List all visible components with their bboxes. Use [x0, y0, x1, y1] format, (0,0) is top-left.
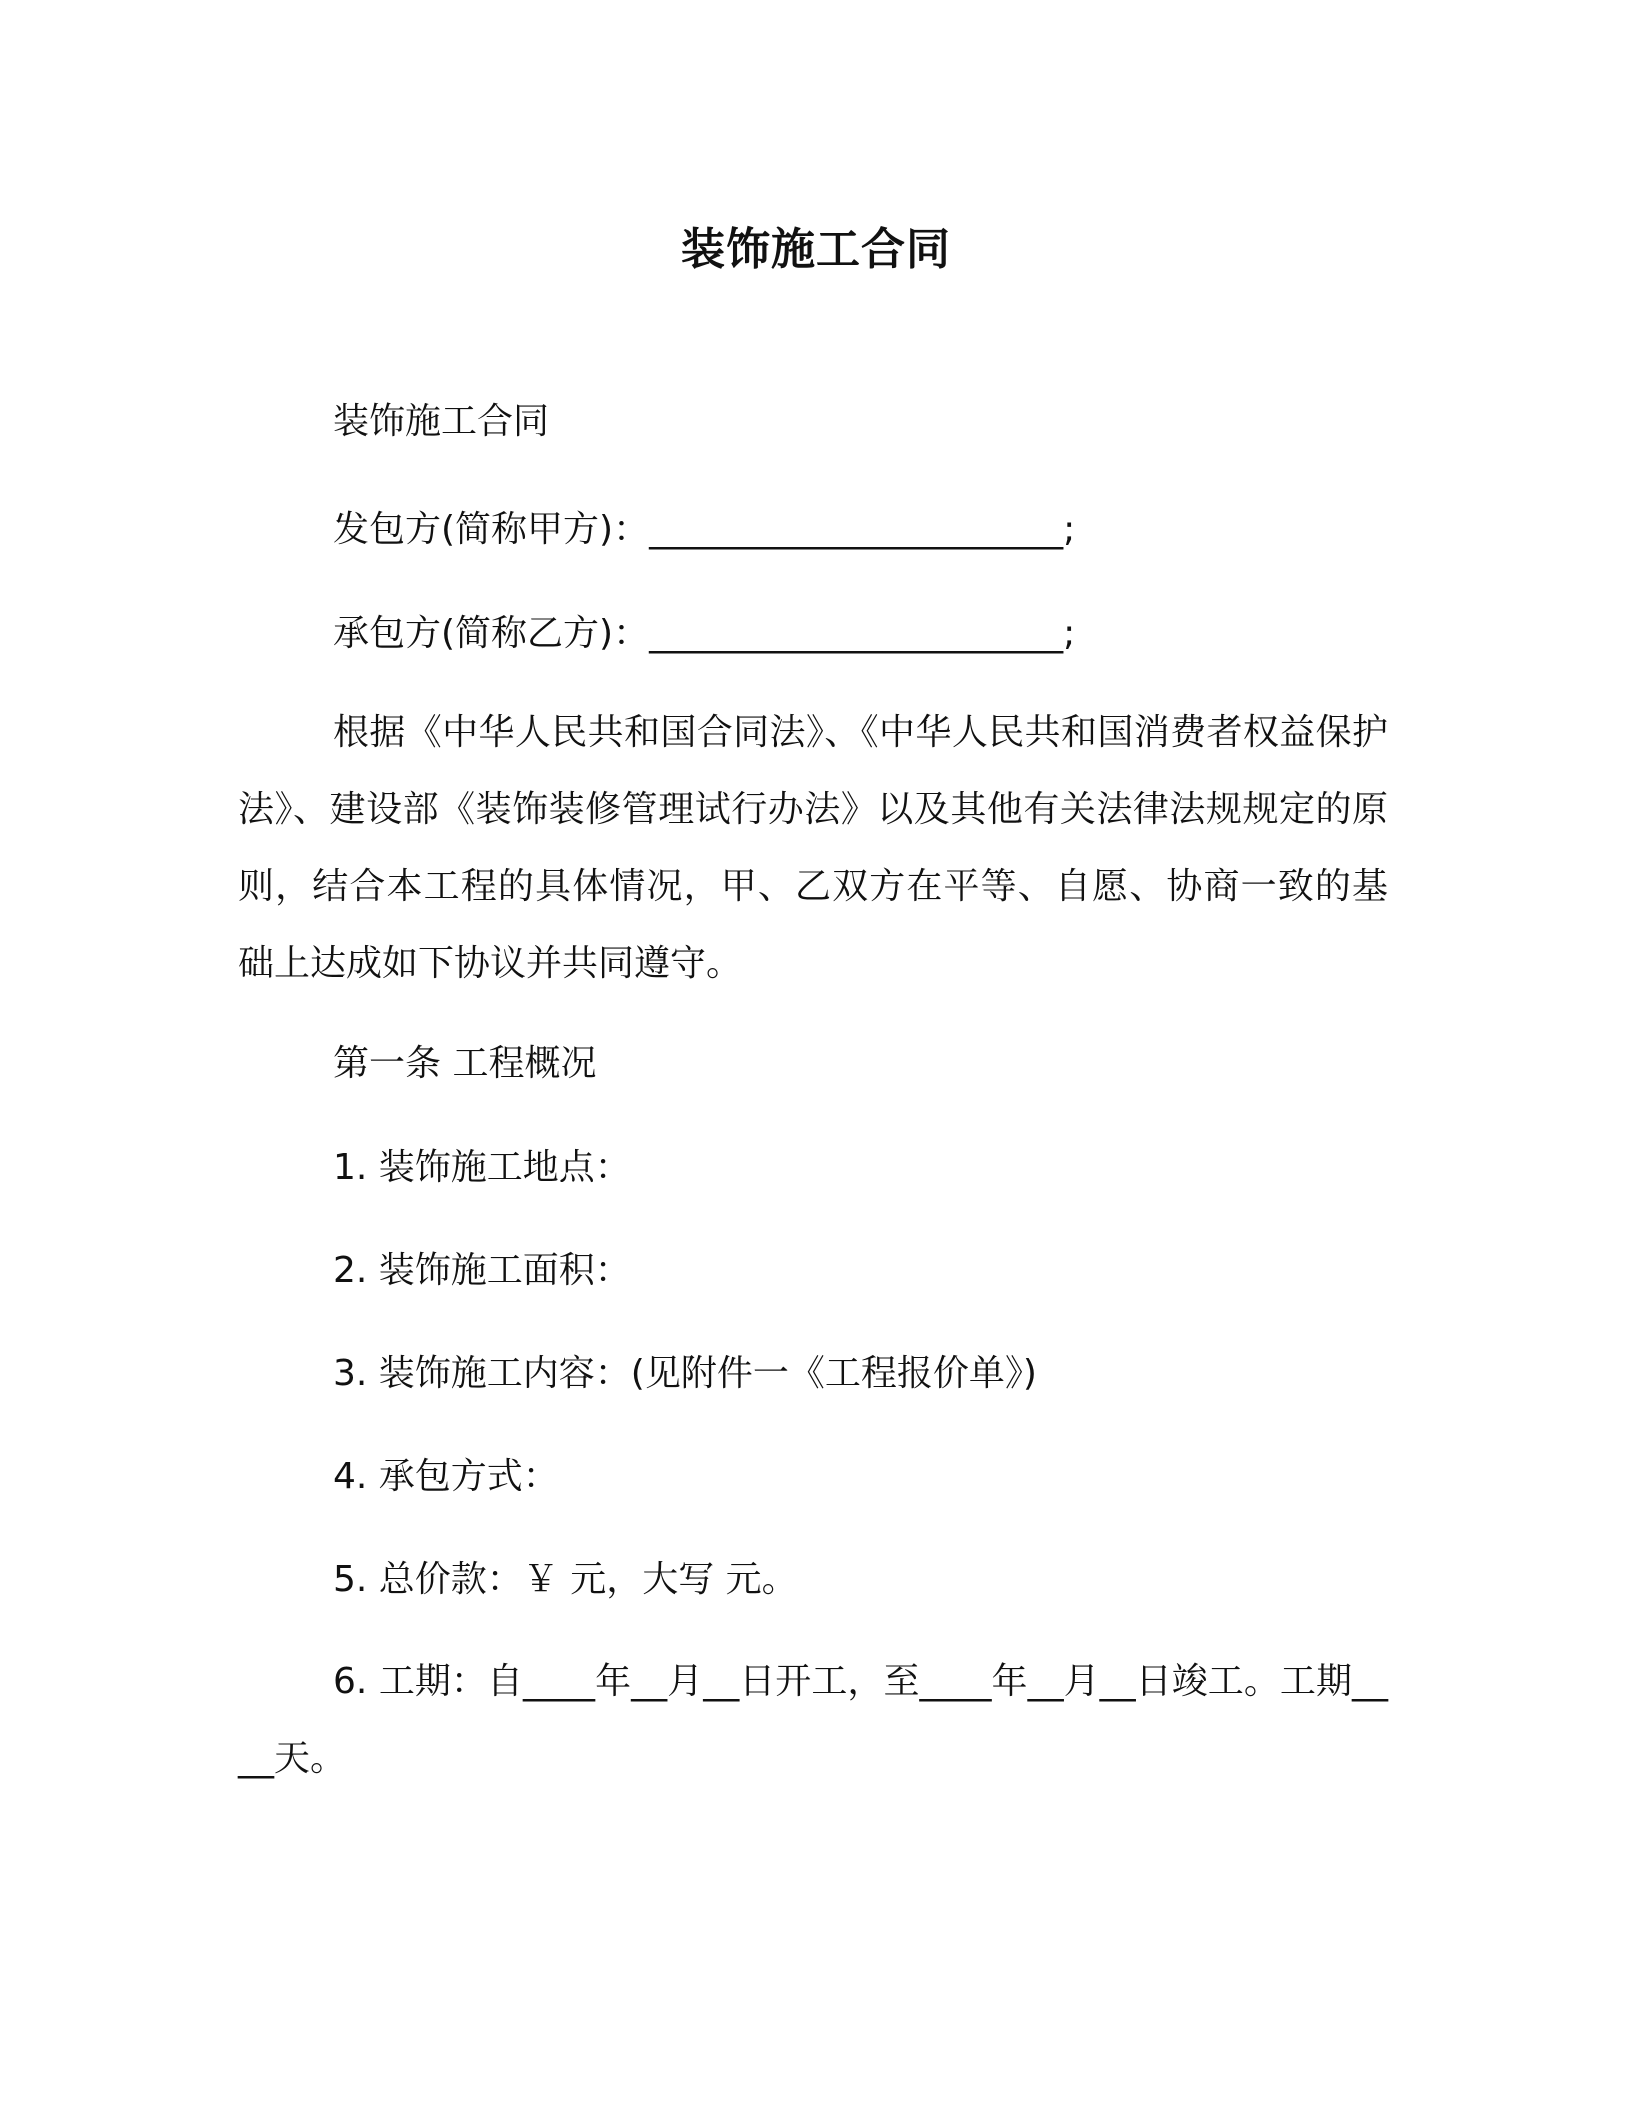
preamble-paragraph: 根据《中华人民共和国合同法》、《中华人民共和国消费者权益保护法》、建设部《装饰装修管理试行办法》以及其他有关法律法规规定的原则，结合本工程的具体情况，甲、乙双方在平等、自愿、协商一致的基础上达成如下协议并共同遵守。: [238, 712, 1388, 984]
article-1-heading: 第一条 工程概况: [333, 1043, 597, 1084]
item-area: 2. 装饰施工面积：: [333, 1250, 631, 1291]
party-a-line: 发包方(简称甲方)：_______________________;: [333, 509, 1076, 550]
document-subtitle: 装饰施工合同: [333, 401, 550, 442]
item-schedule: 6. 工期：自____年__月__日开工，至____年__月__日竣工。工期____天。: [238, 1661, 1388, 1779]
item-location: 1. 装饰施工地点：: [333, 1147, 631, 1188]
document-title: 装饰施工合同: [681, 224, 951, 275]
item-total-price: 5. 总价款：￥ 元，大写 元。: [333, 1559, 798, 1600]
item-content: 3. 装饰施工内容：(见附件一《工程报价单》): [333, 1353, 1037, 1394]
party-b-line: 承包方(简称乙方)：_______________________;: [333, 613, 1076, 654]
item-contract-method: 4. 承包方式：: [333, 1456, 559, 1497]
